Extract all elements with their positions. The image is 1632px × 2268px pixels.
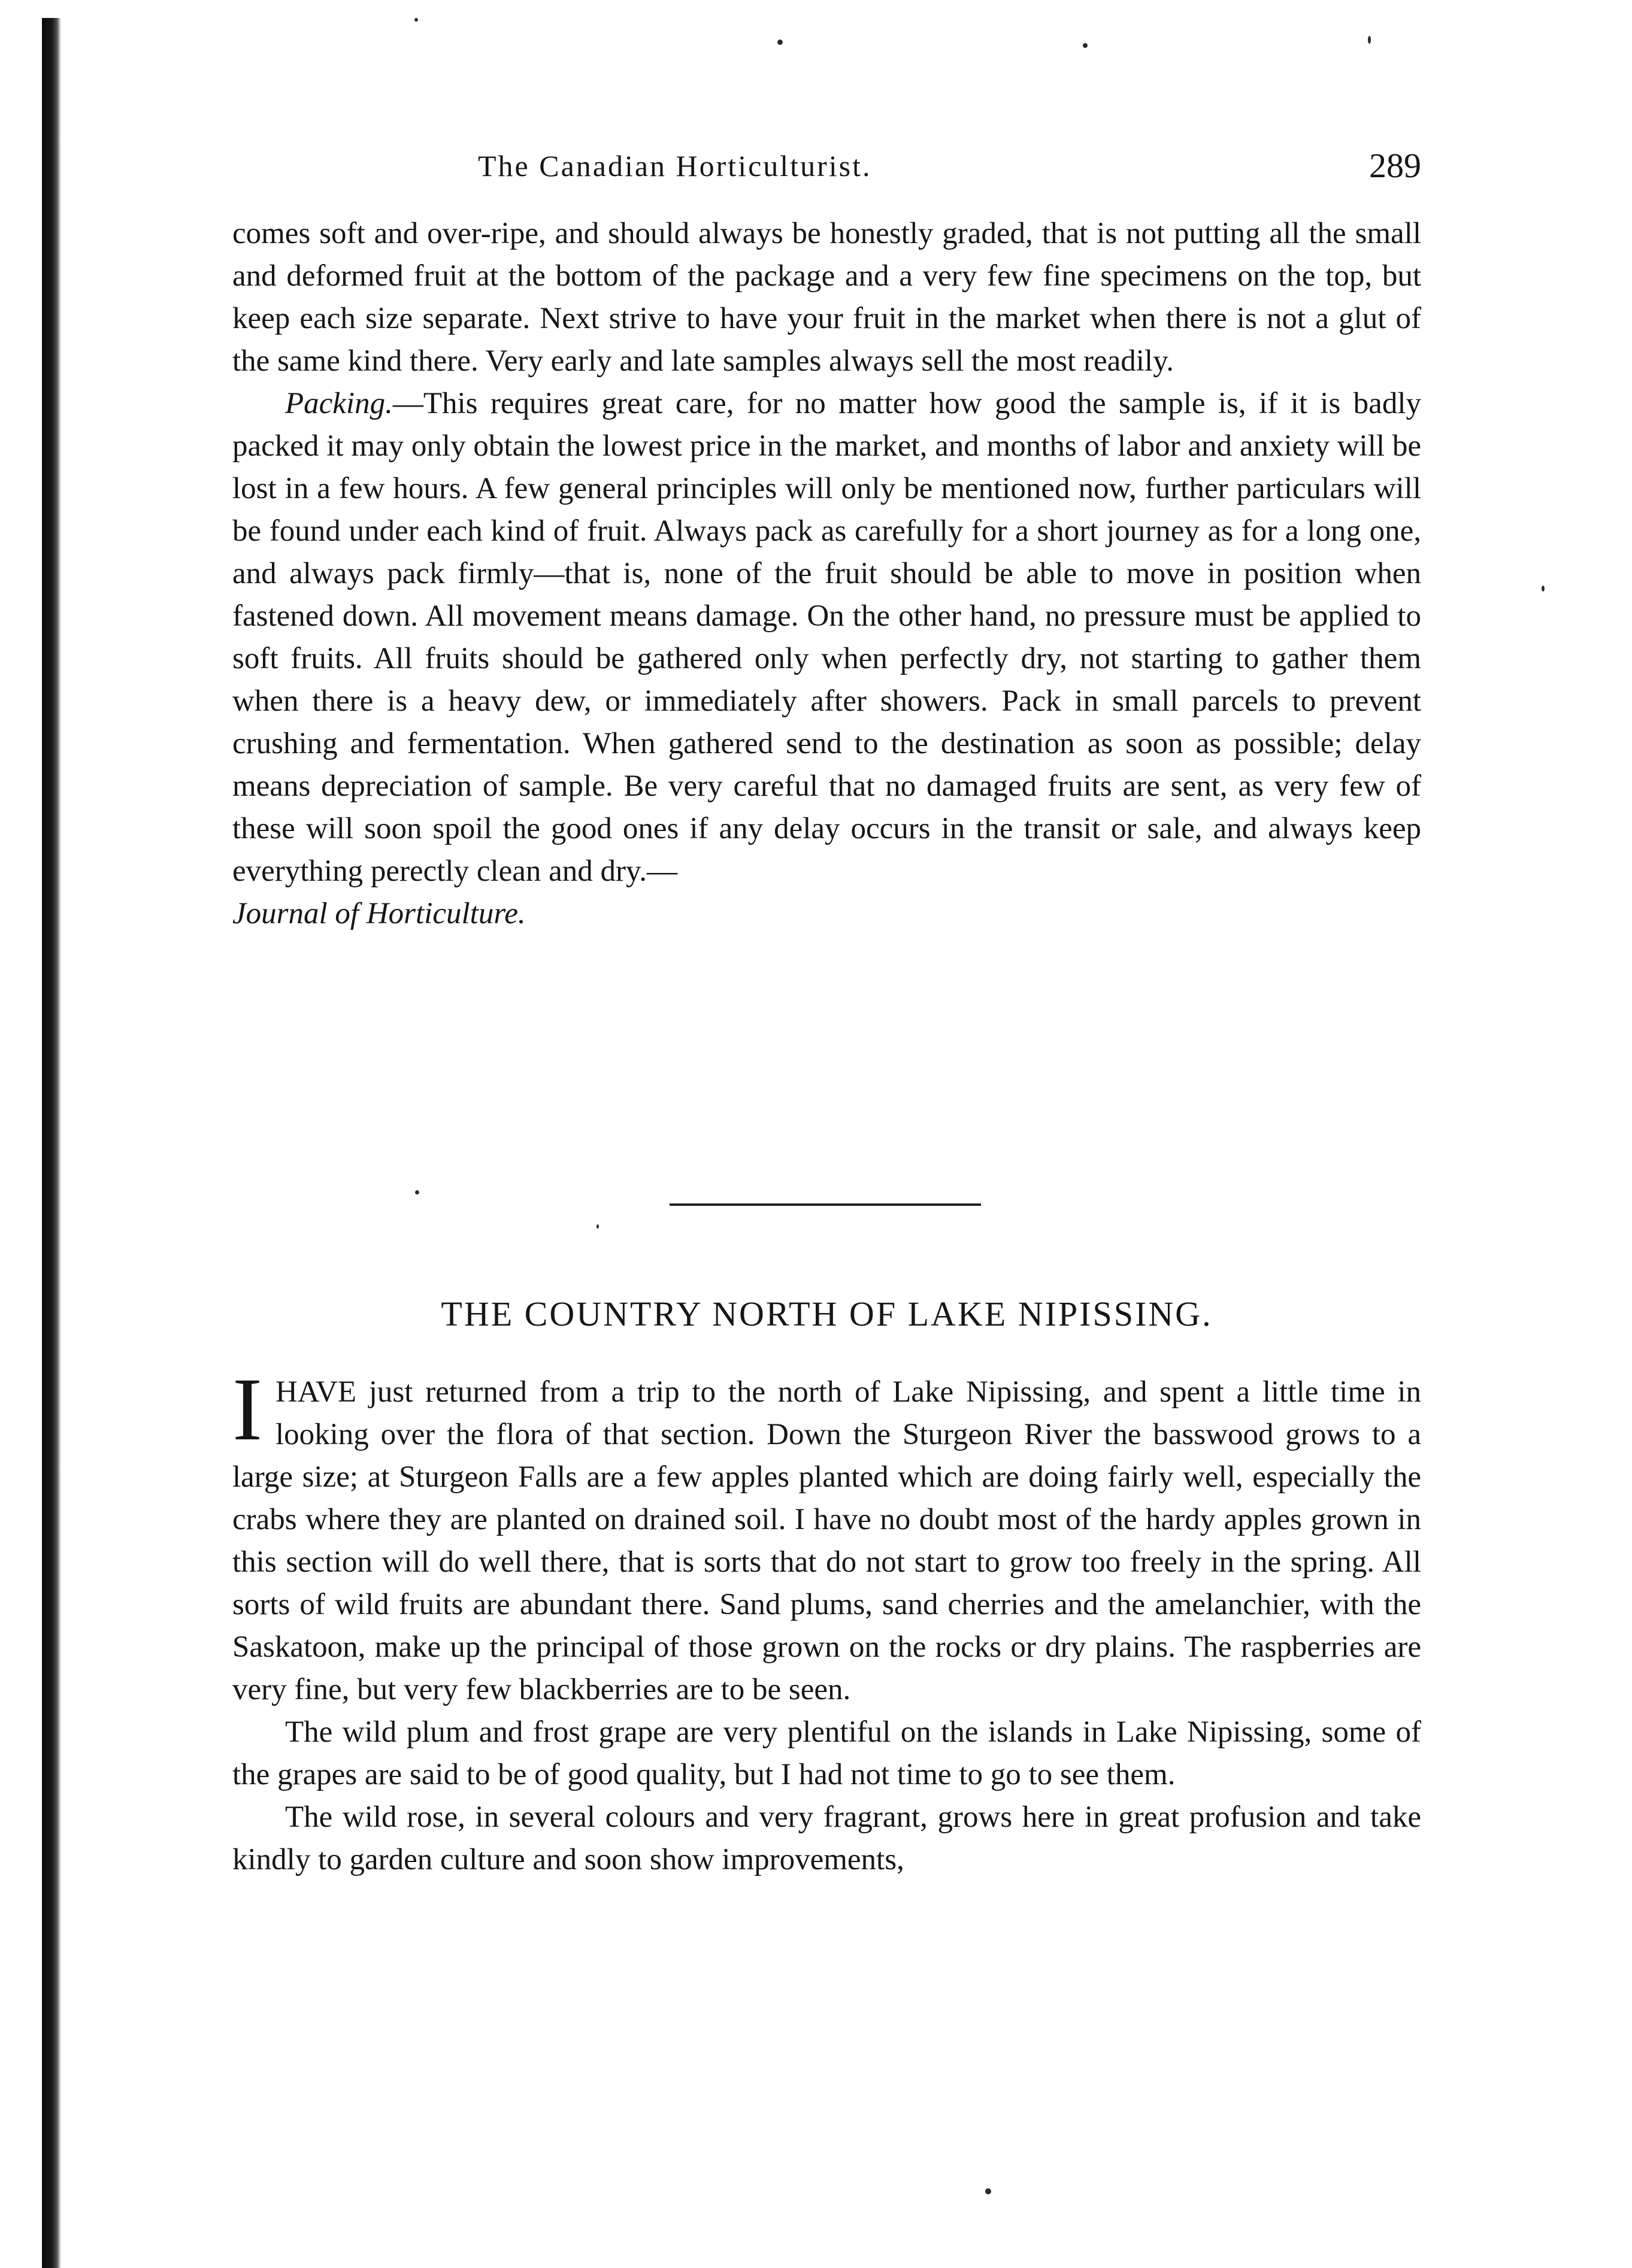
article-title: THE COUNTRY NORTH OF LAKE NIPISSING. xyxy=(441,1294,1213,1333)
page-number: 289 xyxy=(1369,146,1421,185)
section-divider xyxy=(670,1203,981,1206)
lead-in-caps: HAVE xyxy=(275,1375,357,1409)
paragraph: The wild rose, in several colours and very fragrant, grows here in great profusion and take kindly to garden culture and soon show improvements, xyxy=(232,1800,1421,1876)
speck xyxy=(1368,36,1371,44)
speck xyxy=(1083,43,1088,48)
paragraph xyxy=(232,1360,1421,1711)
paragraph: The wild plum and frost grape are very plentiful on the islands in Lake Nipissing, some of the grapes are said to be of good quality, but I had not time to go to see them. xyxy=(232,1715,1421,1791)
speck xyxy=(597,1224,599,1229)
paragraph-body: just returned from a trip to the north of Lake Nipissing, and spent a little time in looking over the flora of that section. Down the Sturgeon River the basswood grows to a large size; at Sturgeon Falls are a few apples planted which are doing fairly well, especially the crabs where they are planted on drained soil. I have no doubt most of the hardy apples grown in this section will do well there, that is sorts that do not start to grow too freely in the spring. All sorts of wild fruits are abundant there. Sand plums, sand cherries and the amelanchier, with the Saskatoon, make up the principal of those grown on the rocks or dry plains. The raspberries are very fine, but very few blackberries are to be seen. xyxy=(232,1375,1421,1706)
paragraph: comes soft and over-ripe, and should always be honestly graded, that is not putting all the small and deformed fruit at the bottom of the package and a very few fine specimens on the top, but keep each size separate. Next strive to have your fruit in the market when there is not a glut of the same kind there. Very early and late samples always sell the most readily. xyxy=(232,217,1421,378)
page-header xyxy=(232,139,1421,193)
article-lake-nipissing xyxy=(232,1360,1421,1881)
speck xyxy=(415,1190,419,1194)
paragraph xyxy=(232,383,1421,935)
article-packing xyxy=(232,213,1421,935)
drop-cap: I xyxy=(232,1360,262,1459)
section-heading: Packing. xyxy=(285,387,393,420)
source-citation: Journal of Horticulture. xyxy=(232,897,526,930)
running-title-text: The Canadian Horticulturist. xyxy=(478,149,872,183)
speck xyxy=(777,40,783,45)
speck xyxy=(985,2188,991,2194)
running-title xyxy=(478,139,871,193)
scan-edge-shadow xyxy=(42,18,61,2268)
paragraph-body: —This requires great care, for no matter how good the sample is, if it is badly packed it may only obtain the lowest price in the market, and months of labor and anxiety will be lost in a few hours. A few general principles will only be mentioned now, further particulars will be found under each kind of fruit. Always pack as carefully for a short journey as for a long one, and always pack firmly—that is, none of the fruit should be able to move in position when fastened down. All movement means damage. On the other hand, no pressure must be applied to soft fruits. All fruits should be gathered only when perfectly dry, not starting to gather them when there is a heavy dew, or immediately after showers. Pack in small parcels to prevent crushing and fermentation. When gathered send to the destination as soon as possible; delay means depreciation of sample. Be very careful that no damaged fruits are sent, as very few of these will soon spoil the good ones if any delay occurs in the transit or sale, and always keep everything perectly clean and dry.— xyxy=(232,387,1421,888)
speck xyxy=(1542,586,1545,592)
speck xyxy=(414,18,418,22)
